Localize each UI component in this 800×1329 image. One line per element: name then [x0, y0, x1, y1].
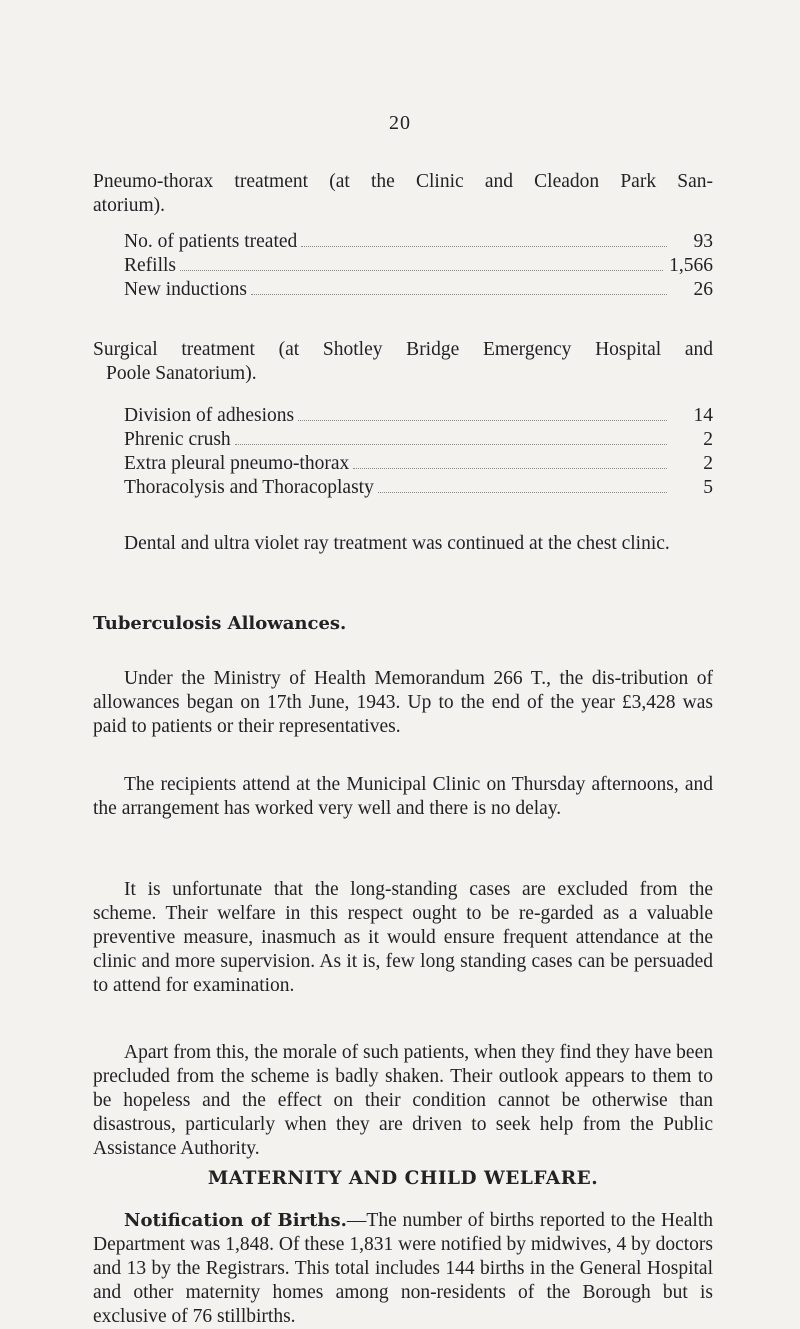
- stat-value: 2: [703, 453, 713, 474]
- pneumo-heading-line2: atorium).: [93, 195, 166, 216]
- stat-label: No. of patients treated: [124, 231, 298, 252]
- stat-row: [124, 254, 713, 278]
- dot-leader: [378, 492, 667, 493]
- stat-value: 26: [693, 279, 713, 300]
- stat-value: 5: [703, 477, 713, 498]
- stat-value: 1,566: [669, 255, 713, 276]
- tb-paragraph-1: Under the Ministry of Health Memorandum 266 T., the dis-tribution of allowances began on 17th June, 1943. Up to the end of the year £3,428 was paid to patients or their representatives.: [93, 668, 713, 737]
- stat-label: Extra pleural pneumo-thorax: [124, 453, 350, 474]
- stat-label: New inductions: [124, 279, 247, 300]
- stat-label: Phrenic crush: [124, 429, 231, 450]
- dot-leader: [301, 246, 667, 247]
- dental-paragraph: Dental and ultra violet ray treatment was continued at the chest clinic.: [124, 533, 670, 554]
- stat-row: [124, 476, 713, 500]
- tb-paragraph-4: Apart from this, the morale of such patients, when they find they have been precluded from the scheme is badly shaken. Their outlook appears to them to be hopeless and the effect on their condition cannot be otherwise than disastrous, particularly when they are driven to seek help from the Public Assistance Authority.: [93, 1042, 713, 1159]
- page-number: 20: [389, 112, 411, 134]
- dot-leader: [251, 294, 667, 295]
- surgical-heading-line2: Poole Sanatorium).: [106, 363, 257, 384]
- dot-leader: [353, 468, 667, 469]
- surgical-heading: [93, 338, 713, 386]
- surgical-section: [93, 338, 713, 500]
- dot-leader: [180, 270, 663, 271]
- surgical-heading-line1: Surgical treatment (at Shotley Bridge Emergency Hospital and: [93, 339, 713, 360]
- stat-row: [124, 404, 713, 428]
- stat-label: Thoracolysis and Thoracoplasty: [124, 477, 374, 498]
- tb-allowances-heading: Tuberculosis Allowances.: [93, 613, 347, 634]
- stat-label: Division of adhesions: [124, 405, 295, 426]
- stat-row: [124, 452, 713, 476]
- births-text: —The number of births reported to the Health Department was 1,848. Of these 1,831 were notified by midwives, 4 by doctors and 13 by the Registrars. This total includes 144 births in the General Hospital and other maternity homes among non-residents of the Borough but is exclusive of 76 stillbirths.: [93, 1210, 714, 1327]
- pneumo-heading: [93, 170, 713, 218]
- stat-value: 2: [703, 429, 713, 450]
- maternity-heading: MATERNITY AND CHILD WELFARE.: [207, 1168, 599, 1189]
- stat-label: Refills: [124, 255, 176, 276]
- pneumo-section: [93, 170, 713, 302]
- stat-value: 93: [693, 231, 713, 252]
- births-paragraph: [93, 1209, 713, 1329]
- dot-leader: [298, 420, 667, 421]
- dot-leader: [235, 444, 667, 445]
- tb-paragraph-3: It is unfortunate that the long-standing cases are excluded from the scheme. Their welfare in this respect ought to be re-garded as a valuable preventive measure, inasmuch as it would ensure frequent attendance at the clinic and more supervision. As it is, few long standing cases can be persuaded to attend for examination.: [93, 879, 713, 996]
- pneumo-heading-line1: Pneumo-thorax treatment (at the Clinic and Cleadon Park San-: [93, 171, 713, 192]
- stat-row: [124, 230, 713, 254]
- stat-row: [124, 428, 713, 452]
- tb-paragraph-2: The recipients attend at the Municipal Clinic on Thursday afternoons, and the arrangement has worked very well and there is no delay.: [93, 774, 713, 819]
- births-lead: Notification of Births.: [124, 1210, 347, 1231]
- stat-row: [124, 278, 713, 302]
- stat-value: 14: [693, 405, 713, 426]
